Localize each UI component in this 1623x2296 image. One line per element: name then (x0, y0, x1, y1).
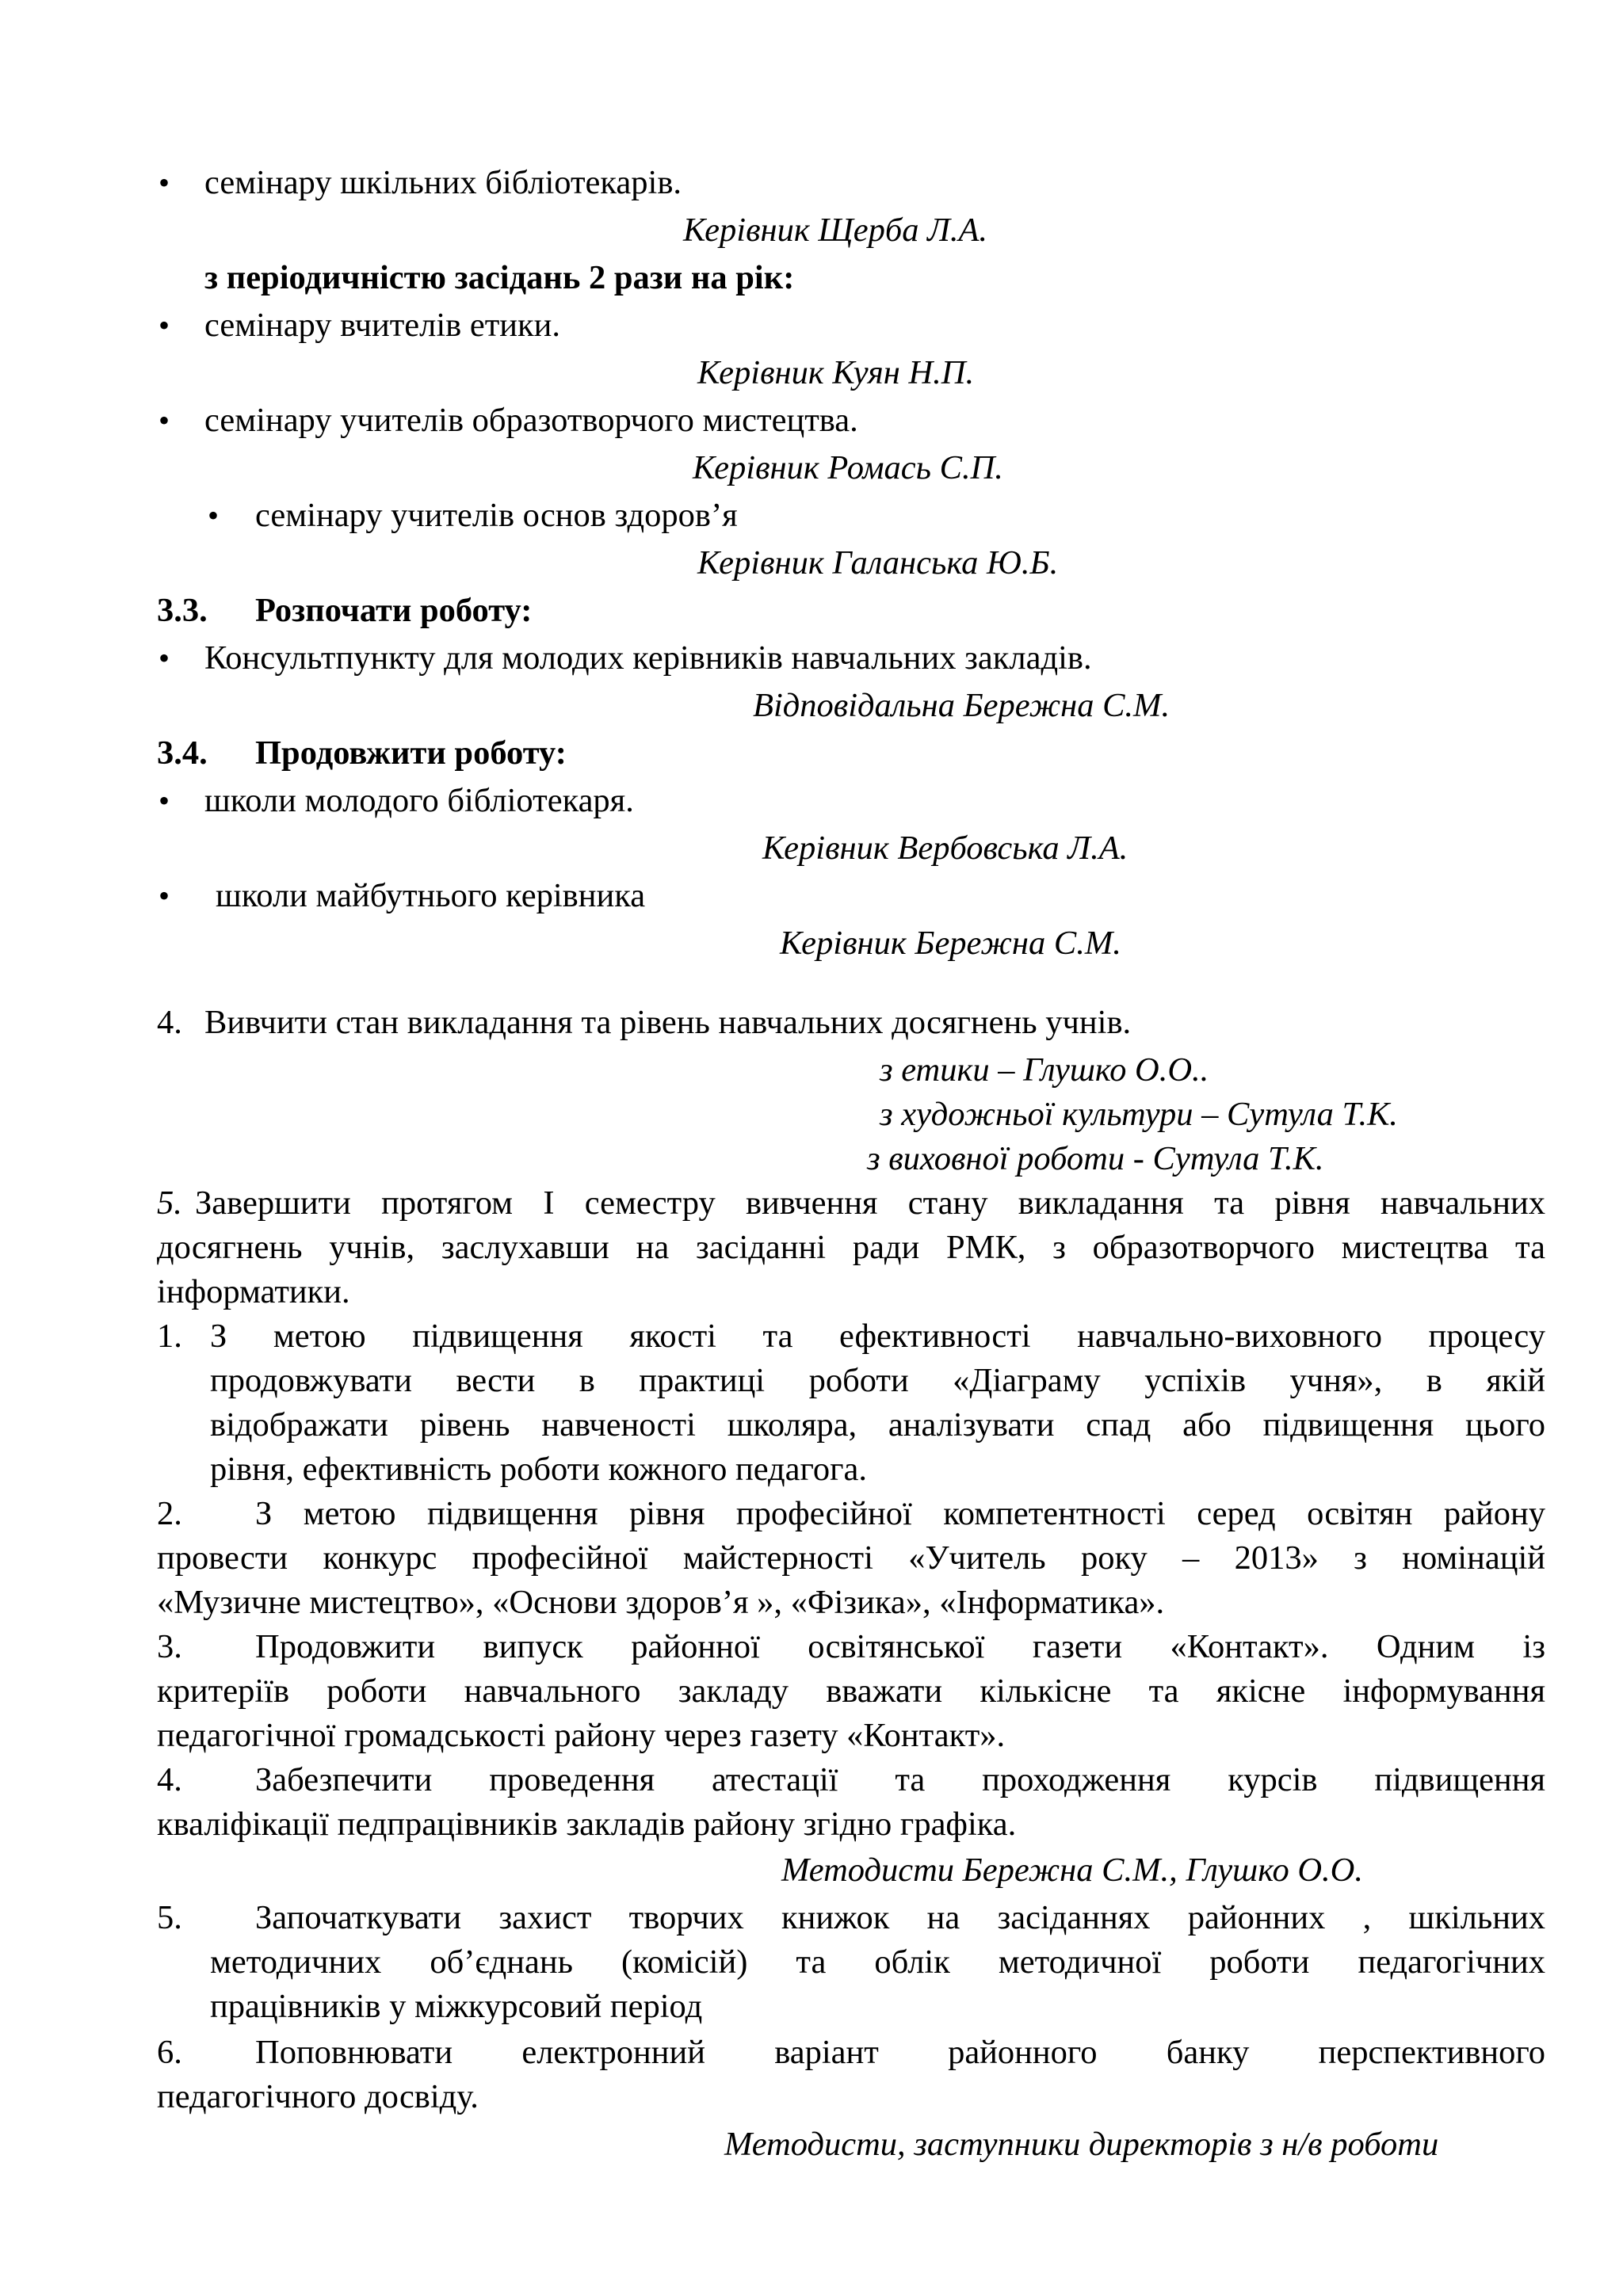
item-number: 5. (157, 1184, 182, 1222)
supervisor-line: Керівник Щерба Л.А. (683, 212, 988, 249)
supervisor-line: Керівник Галанська Ю.Б. (697, 544, 1059, 582)
bullet: • (158, 402, 170, 438)
bullet: • (158, 640, 170, 676)
supervisor-line: Керівник Ромась С.П. (693, 449, 1003, 486)
paragraph-line: кваліфікації педпрацівників закладів району згідно графіка. (157, 1806, 1017, 1843)
paragraph-line: Започаткувати захист творчих книжок на засіданнях районних , шкільних (255, 1899, 1545, 1936)
list-item: семінару вчителів етики. (204, 307, 561, 344)
item-number: 5. (157, 1899, 182, 1936)
bullet: • (158, 783, 170, 818)
supervisor-line: Керівник Вербовська Л.А. (762, 830, 1128, 867)
item-number: 1. (157, 1318, 182, 1355)
bullet: • (158, 307, 170, 343)
paragraph-line: досягнень учнів, заслухавши на засіданні ради РМК, з образотворчого мистецтва та (157, 1229, 1545, 1266)
paragraph-line: З метою підвищення рівня професійної компетентності серед освітян району (255, 1495, 1545, 1532)
paragraph-line: «Музичне мистецтво», «Основи здоров’я », «Фізика», «Інформатика». (157, 1584, 1165, 1621)
paragraph-line: педагогічного досвіду. (157, 2078, 479, 2115)
paragraph-line: Вивчити стан викладання та рівень навчальних досягнень учнів. (204, 1004, 1132, 1041)
item-number: 4. (157, 1761, 182, 1798)
subheading: з періодичністю засідань 2 рази на рік: (204, 259, 795, 296)
supervisor-line: Керівник Бережна С.М. (780, 925, 1121, 962)
paragraph-line: З метою підвищення якості та ефективності навчально-виховного процесу (210, 1318, 1545, 1355)
item-number: 3. (157, 1628, 182, 1665)
paragraph-line: педагогічної громадськості району через газету «Контакт». (157, 1717, 1006, 1754)
list-item: семінару учителів образотворчого мистецтва. (204, 402, 858, 439)
paragraph-line: методичних об’єднань (комісій) та облік методичної роботи педагогічних (210, 1943, 1545, 1981)
paragraph-line: продовжувати вести в практиці роботи «Діаграму успіхів учня», в якій (210, 1362, 1545, 1399)
section-title: Продовжити роботу: (255, 734, 567, 772)
paragraph-line: рівня, ефективність роботи кожного педагога. (210, 1451, 868, 1488)
paragraph-line: інформатики. (157, 1273, 350, 1310)
supervisor-line: Методисти, заступники директорів з н/в роботи (724, 2126, 1439, 2163)
list-item: школи молодого бібліотекаря. (204, 782, 634, 819)
bullet: • (208, 498, 220, 533)
section-title: Розпочати роботу: (255, 592, 533, 629)
assignment-line: з виховної роботи - Сутула Т.К. (867, 1140, 1324, 1177)
bullet: • (158, 165, 170, 200)
list-item: Консультпункту для молодих керівників навчальних закладів. (204, 639, 1092, 677)
supervisor-line: Методисти Бережна С.М., Глушко О.О. (781, 1852, 1363, 1889)
paragraph-line: Продовжити випуск районної освітянської газети «Контакт». Одним із (255, 1628, 1545, 1665)
bullet: • (158, 878, 170, 913)
paragraph-line: критеріїв роботи навчального закладу вважати кількісне та якісне інформування (157, 1672, 1545, 1710)
list-item: семінару шкільних бібліотекарів. (204, 164, 682, 201)
supervisor-line: Керівник Куян Н.П. (697, 354, 975, 391)
supervisor-line: Відповідальна Бережна С.М. (753, 687, 1170, 724)
item-number: 2. (157, 1495, 182, 1532)
item-number: 4. (157, 1004, 182, 1041)
paragraph-line: працівників у міжкурсовий період (210, 1988, 703, 2025)
list-item: школи майбутнього керівника (216, 877, 646, 914)
section-number: 3.4. (157, 734, 208, 772)
paragraph-line: відображати рівень навченості школяра, аналізувати спад або підвищення цього (210, 1406, 1545, 1444)
paragraph-line: Завершити протягом І семестру вивчення стану викладання та рівня навчальних (195, 1184, 1545, 1222)
item-number: 6. (157, 2034, 182, 2071)
paragraph-line: Поповнювати електронний варіант районного банку перспективного (255, 2034, 1545, 2071)
list-item: семінару учителів основ здоров’я (255, 497, 738, 534)
section-number: 3.3. (157, 592, 208, 629)
assignment-line: з художньої культури – Сутула Т.К. (880, 1096, 1398, 1133)
paragraph-line: провести конкурс професійної майстерності «Учитель року – 2013» з номінацій (157, 1539, 1545, 1577)
assignment-line: з етики – Глушко О.О.. (880, 1051, 1209, 1089)
paragraph-line: Забезпечити проведення атестації та проходження курсів підвищення (255, 1761, 1545, 1798)
